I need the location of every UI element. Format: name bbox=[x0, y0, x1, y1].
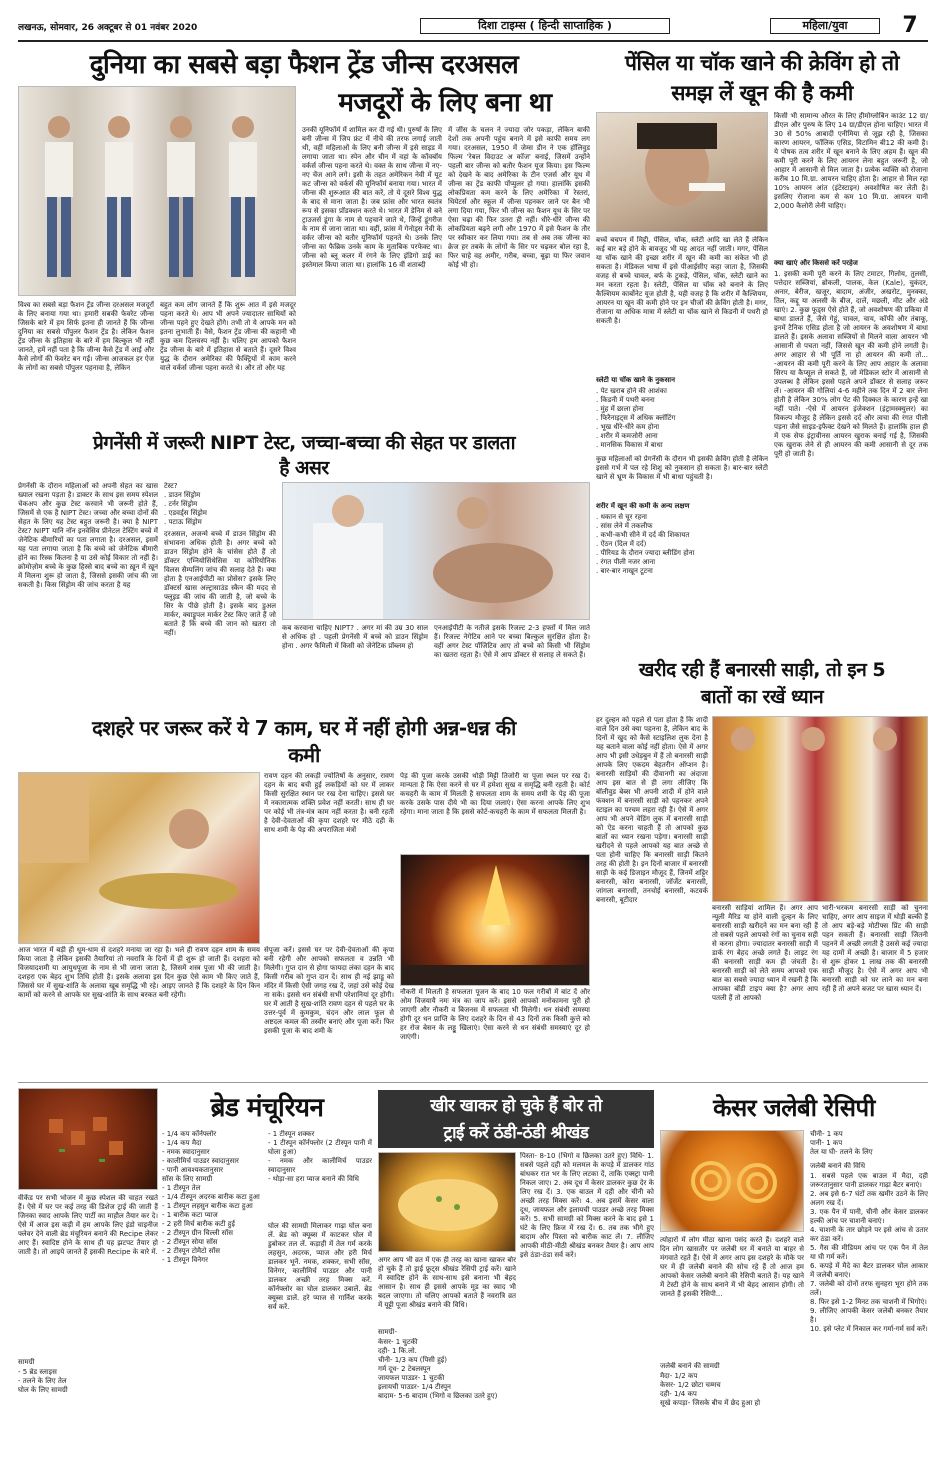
list-item: . रंगत पीली नजर आना bbox=[596, 558, 656, 566]
shrikhand-headline-box bbox=[378, 1090, 654, 1148]
list-item: . एडवर्ड्स सिंड्रोम bbox=[164, 509, 207, 517]
bread-method: घोल की सामग्री मिलाकर गाढ़ा घोल बना लें. ब्रेड को क्यूब्स में काटकर घोल में डुबोकर तल लें. कड़ाही में तेल गर्म करके लहसुन, अदरक, प्याज और हरी मिर्च डालकर भूनें. नमक, शक्कर, सभी सॉस, विनेगर, कालीमिर्च पाउडर और पानी डालकर अच्छी तरह मिक्स करें. कॉर्नफ्लोर का घोल डालकर उबालें. ब्रेड क्यूब्स डालें. हरे प्याज से गार्निश करके सर्व करें. bbox=[268, 1222, 372, 1311]
masthead bbox=[0, 0, 945, 44]
list-item: - तलने के लिए तेल bbox=[18, 1377, 67, 1385]
dussehra-col-a: रावण दहन की लकड़ी ज्योतिषों के अनुसार, रावण दहन के बाद बची हुई लकड़ियों को घर में लाकर किसी सुरक्षित स्थान पर रख देना चाहिए। इससे घर में नकारात्मक शक्ति प्रवेश नहीं करती। साथ ही घर पर कोई भी तंत्र-मंत्र काम नहीं करता है। बनी रहती है देवी-देवताओं की कृपा दशहरे पर मीठे दही के साथ शमी के पेड़ की अपराजिता मंत्रों bbox=[264, 772, 394, 834]
jalebi-photo bbox=[660, 1130, 804, 1232]
dussehra-col-b: आज भारत में बड़ी ही धूम-धाम से दशहरे मनाया जा रहा है। भले ही रावण दहन शाम के समय किया जाता है लेकिन इसकी तैयारियां तो नवरात्रि के दिनों में ही शुरू हो जाती हैं। दशहरा को विजयादशमी या आयुधपूजा के नाम से भी जाना जाता है, जिसमें शस्त्र पूजा भी की जाती है। दशहरा एक बेहद शुभ तिथि होती है। इसके अलावा इस दिन कुछ ऐसे काम भी किए जाते हैं, जिससे घर में सुख-शांति के अलावा खूब समृद्धि भी रहे। आइए जानते हैं कि दशहरे के दिन किन कामों को करने से आपके घर सुख-शांति के साथ बरकत बनी रहेगी। bbox=[18, 946, 260, 999]
woman-with-thali-illustration bbox=[19, 773, 260, 944]
jeans-article bbox=[18, 46, 590, 426]
nipt-syndrome-list bbox=[164, 482, 276, 528]
list-item: . डाउन सिंड्रोम bbox=[164, 491, 201, 499]
jeans-col-3: उनकी यूनिफॉर्म में शामिल कर दी गई थी। पुरुषों के लिए बनी जीन्स में जिप फ्रंट में नीचे की तरफ लगाई जाती थी, वहीं महिलाओं के लिए बनी जीन्स में इसे साइड में लगाया जाता था। स्पेन और चीन में वहां के कॉवबॉय वर्कर्स जीन्स पहना करते थे। वक्त के साथ जीन्स में नए-नए चेंज आने लगे। इसी के तहत अमेरिकन नेवी में यूट कट जीन्स को वर्कर्स की यूनिफॉर्म बनाया गया। भारत में जीन्स की शुरूआत की बात करें, तो ये दूसरे विश्व युद्ध के बाद से माना जाता है। जब फ्रांस और भारत स्वतंत्र रूप से इसका प्रॉडक्शन करते थे। भारत में डेनिम से बने ट्राउजर्स डूंगा के नाम से पहचाने जाते थे, जिन्हें डूंगरीज के नाम से जाना जाता था। वहीं, फ्रांस में गेनोड्स नेवी के वर्कर जीन्स को बतौर यूनिफॉर्म पहनते थे। उनके लिए जीन्स का फैब्रिक उनके काम के मुताबिक परफेक्ट था। जीन्स को ब्लू कलर में रंगने के लिए इंडिगो डाई का इस्तेमाल किया जाता था। हालांकि 16 वीं शताब्दी bbox=[302, 126, 442, 269]
list-item: - 1/4 टीस्पून अदरक बारीक कटा हुआ bbox=[162, 1193, 260, 1201]
jeans-col-1: विश्व का सबसे बड़ा फैशन ट्रेंड जीन्स दरअसल मजदूरों के लिए बनाया गया था। हमारी सबकी फेवरेट जीन्स जिसके बारे में हम सिर्फ इतना ही जानते हैं कि जीन्स दुनिया का सबसे पॉपुलर फैशन ट्रेंड है। लेकिन फैशन ट्रेंड जीन्स के इतिहास के बारे में हम बिल्कुल भी नहीं जानते, हमें नहीं पता है कि जीन्स कैसे ट्रेंड में आई और कैसे लोगों की फेवरेट बन गई। जीन्स आजकल हर ऐज के लोगों का सबसे पॉपुलर पहनावा है, लेकिन bbox=[18, 301, 154, 372]
pencil-col-right: किसी भी सामान्य औरत के लिए हीमोग्लोबिन काउंट 12 ग्रा/डीएल और पुरुष के लिए 14 ग्रा/डीएल होना चाहिए। भारत में 30 से 50% आबादी एनीमिया से जूझ रही है, जिसका कारण आयरन, फॉलिक एसिड, विटामिन बी12 की कमी है। ये पोषक तत्व शरीर में खून बनाने के लिए अहम हैं। खून की कमी पूरी करने के लिए आयरन लेना बहुत जरूरी है, जो आहार में आसानी से मिल जाता है। प्रत्येक व्यक्ति को रोजाना करीब 10 मि.ग्रा. आयरन चाहिए होता है। आहार से मिल रहा 10% आयरन आंत (इंटेस्टाइन) अवशोषित कर लेती है। इसलिए रोजाना कम से कम 10 मि.ग्रा. आयरन यानी 2,000 कैलोरी लेनी चाहिए। bbox=[774, 112, 928, 210]
masthead-section: महिला/युवा bbox=[770, 18, 880, 34]
list-item: 10. इसे प्लेट में निकाल कर गर्मा-गर्म सर्व करें। bbox=[810, 1325, 928, 1333]
list-item: . ऐंठन (दिल में दर्द) bbox=[596, 540, 647, 548]
list-item: - थोड़ा-सा हरा प्याज बनाने की विधि bbox=[268, 1175, 359, 1183]
list-item: . मुंह में छाला होना bbox=[596, 405, 644, 413]
list-item: - नमक स्वादानुसार bbox=[162, 1148, 210, 1156]
list-item: 4. चाशनी के तार छोड़ने पर इसे आंच से उतार कर ठंडा करें। bbox=[810, 1226, 928, 1243]
pencil-symptom-title: शरीर में खून की कमी के अन्य लक्षण bbox=[596, 502, 690, 510]
list-item: - 1 टीस्पून लहसुन बारीक कटा हुआ bbox=[162, 1202, 253, 1210]
list-item: - पानी आवश्यकतानुसार bbox=[162, 1166, 224, 1174]
list-item: . टर्नर सिंड्रोम bbox=[164, 500, 198, 508]
list-item: - 5 ब्रेड स्लाइस bbox=[18, 1368, 57, 1376]
list-item: 7. जलेबी को दोनों तरफ सुनहरा भूरा होने तक तलें। bbox=[810, 1280, 928, 1297]
list-item: घोल के लिए सामग्री bbox=[18, 1386, 68, 1394]
list-item: 5. गैस की मीडियम आंच पर एक पैन में तेल या घी गर्म करें। bbox=[810, 1244, 928, 1261]
shrikhand-headline-2: ट्राई करें ठंडी-ठंडी श्रीखंड bbox=[443, 1123, 589, 1143]
list-item: - कालीमिर्च पाउडर स्वादानुसार bbox=[162, 1157, 239, 1165]
list-item: - 1 टीस्पून कॉर्नफ्लोर (2 टीस्पून पानी में घोला हुआ) bbox=[268, 1139, 372, 1156]
saree-models-illustration bbox=[713, 717, 928, 902]
dussehra-headline-1: दशहरे पर जरूर करें ये 7 काम, घर में नहीं होगी अन्न-धन्न की bbox=[92, 716, 516, 740]
list-item: सूखे कपड़ा- जिसके बीच में छेद हुआ हो bbox=[660, 1399, 761, 1407]
pencil-photo bbox=[596, 112, 768, 232]
dussehra-photo bbox=[18, 772, 260, 944]
list-item: - 2 टीस्पून सोया सॉस bbox=[162, 1238, 218, 1246]
pencil-harm-list bbox=[596, 387, 768, 453]
masthead-rule bbox=[18, 40, 928, 42]
list-item: केसर- 1/2 छोटा चम्मच bbox=[660, 1381, 721, 1389]
saree-headline-2: बातों का रखें ध्यान bbox=[700, 686, 824, 708]
list-item: . सांस लेने में तकलीफ bbox=[596, 522, 653, 530]
manchurian-bowl-illustration bbox=[19, 1089, 158, 1190]
list-item: तेल या घी- तलने के लिए bbox=[810, 1148, 873, 1156]
nipt-headline-1: प्रेगनेंसी में जरूरी NIPT टेस्ट, जच्चा-बच्चा की सेहत पर डालता bbox=[92, 432, 516, 454]
list-item: . बार-बार नाखून टूटना bbox=[596, 567, 653, 575]
pencil-harm-title: स्लेटी या चॉक खाने के नुकसान bbox=[596, 376, 675, 384]
shrikhand-headline-1: खीर खाकर हो चुके हैं बोर तो bbox=[430, 1096, 602, 1116]
jalebi-ingredients-title: जलेबी बनाने की सामग्री bbox=[660, 1362, 720, 1370]
list-item: . पेट खराब होने की आशंका bbox=[596, 387, 667, 395]
list-item: . पटाऊ सिंड्रोम bbox=[164, 518, 202, 526]
page-number: 7 bbox=[902, 13, 918, 38]
jeans-models-illustration bbox=[19, 87, 296, 296]
nipt-photo bbox=[282, 482, 590, 620]
bread-ingredients-list-c bbox=[268, 1130, 372, 1220]
list-item: - 1 टीस्पून तेल bbox=[162, 1184, 201, 1192]
nipt-headline-2: है असर bbox=[279, 457, 329, 479]
list-item: . मानसिक विकास में बाधा bbox=[596, 441, 663, 449]
shrikhand-col-2: पिस्ता- 8-10 (भिगो व छिलका उतरे हुए) विधि- 1. सबसे पहले दही को मलमल के कपड़े में डालकर गांठ बांधकर रात भर के लिए लटका दें, ताकि एक्स्ट्रा पानी निकल जाए। 2. अब दूध में केसर डालकर कुछ देर के लिए रख दें। 3. एक बाउल में दही और चीनी को अच्छी तरह मिक्स करें। 4. अब इसमें केसर वाला दूध, जायफल और इलायची पाउडर अच्छे तरह मिक्स करें। 5. सभी सामग्री को मिक्स करने के बाद इसे 1 घंटे के लिए फ्रिज में रख दें। 6. तब तक भीगे हुए बादाम और पिस्ता को बारीक काट लें। 7. लीजिए आपकी मीठी-मीठी श्रीखंड बनकर तैयार है। आप आप इसे ठंडा-ठंडा सर्व करें। bbox=[520, 1152, 654, 1259]
jalebi-ingredients-list bbox=[660, 1372, 804, 1454]
list-item: . भूख धीरे-धीरे कम होना bbox=[596, 423, 660, 431]
list-item: . कभी-कभी सीने में दर्द की शिकायत bbox=[596, 531, 690, 539]
bread-ingredients-list-b bbox=[162, 1130, 264, 1454]
list-item: पानी- 1 कप bbox=[810, 1139, 843, 1147]
list-item: - 1/4 कप मैदा bbox=[162, 1139, 202, 1147]
list-item: - नमक और कालीमिर्च पाउडर स्वादानुसार bbox=[268, 1157, 372, 1174]
bread-ingredients-list-a bbox=[18, 1368, 158, 1398]
pencil-pregnancy: कुछ महिलाओं को प्रेगनेंसी के दौरान भी इसकी क्रेविंग होती है लेकिन इससे गर्भ में पल रहे शिशु को नुकसान हो सकता है। बार-बार स्लेटी खाने से भ्रूण के विकास में भी बाधा पहुंचती है। bbox=[596, 455, 768, 481]
masthead-paper: दिशा टाइम्स ( हिन्दी साप्ताहिक ) bbox=[420, 18, 670, 34]
list-item: 2. अब इसे 6-7 घंटों तक खमीर उठने के लिए अलग रख दें। bbox=[810, 1190, 928, 1207]
saree-headline-1: खरीद रही हैं बनारसी साड़ी, तो इन 5 bbox=[638, 659, 886, 681]
shrikhand-ingredients-list bbox=[378, 1338, 516, 1454]
list-item: 3. एक पैन में पानी, चीनी और केसर डालकर हल्की आंच पर चाशनी बनाएं। bbox=[810, 1208, 928, 1225]
list-item: 8. फिर इसे 1-2 मिनट तक चाशनी में भिगोएं। bbox=[810, 1298, 927, 1306]
dussehra-col-e: नौकरी में मिलती है सफलता पूजन के बाद 10 फल गरीबों में बांट दें और ओम विजयायै नमः मंत्र का जाप करें। इससे आपको मनोकामना पूरी हो जाएगी और नौकरी व बिजनस में सफलता भी मिलेगी। धन संबंधी समस्या होगी दूर धन प्राप्ति के लिए दशहरे के दिन से 43 दिनों तक किसी कुत्ते को हर रोज बेसन के लड्डू खिलाएं। ऐसा करने से धन संबंधी समस्याएं दूर हो जाएंगी। bbox=[400, 988, 590, 1041]
list-item: . शरीर में कमजोरी आना bbox=[596, 432, 658, 440]
nipt-col-4: एनआईपीटी के नतीजे इसके रिजल्ट 2-3 हफ्तों में मिल जाते हैं। रिजल्ट नेगेटिव आने पर बच्चा बिल्कुल सुरक्षित होता है। वहीं अगर टेस्ट पॉजिटिव आए तो बच्चे को किसी भी सिंड्रोम का खतरा रहता है। ऐसे में आप डॉक्टर से सलाह ले सकते हैं। bbox=[434, 624, 590, 659]
shrikhand-col-1: अगर आप भी व्रत में एक ही तरह का खाना खाकर बोर हो चुके हैं तो ड्राई फ्रूट्स श्रीखंड रेसिपी ट्राई करें। खाने में स्वादिष्ट होने के साथ-साथ इसे बनाना भी बेहद आसान है। साथ ही इससे आपके मूड का स्वाद भी बदल जाएगा। तो चलिए आपको बताते हैं नवरात्रि व्रत में यूट्टी पूजा श्रीखंड बनाने की विधि। bbox=[378, 1256, 516, 1309]
pencil-headline-2: समझ लें खून की है कमी bbox=[671, 81, 853, 105]
jalebi-headline: केसर जलेबी रेसिपी bbox=[713, 1094, 875, 1122]
list-item: टेस्ट? bbox=[164, 482, 178, 490]
list-item: - 2 टीस्पून ग्रीन चिल्ली सॉस bbox=[162, 1229, 233, 1237]
jeans-col-2: बहुत कम लोग जानते हैं कि शुरू आत में इसे मजदूर पहना करते थे। आप भी अपने ज्यादातर साथियों को जीन्स पहने हुए देखते होंगे। तभी तो ये आपके मन को इतना लुभाती हैं। वैसे, फैशन ट्रेंड जीन्स की कहानी भी कुछ कम दिलचस्प नहीं है। चलिए हम आपको फैशन ट्रेंड जीन्स के बारे में इतिहास से बताते हैं। दूसरे विश्व युद्ध के दौरान अमेरिका की फैक्ट्रियों में काम करने वाले वर्कर्स जीन्स पहना करते थे। और तो और यह bbox=[160, 301, 296, 372]
list-item: इलायची पाउडर- 1/4 टीस्पून bbox=[378, 1383, 451, 1391]
bottom-section-rule bbox=[18, 1082, 928, 1083]
bread-headline: ब्रेड मंचूरियन bbox=[210, 1093, 324, 1123]
list-item: - 1 बारीक कटा प्याज bbox=[162, 1211, 218, 1219]
list-item: गर्म दूध- 2 टेबलस्पून bbox=[378, 1365, 431, 1373]
list-item: - 1 टीस्पून शक्कर bbox=[268, 1130, 315, 1138]
jalebi-method-list bbox=[810, 1172, 928, 1454]
list-item: 1. सबसे पहले एक बाउल में मैदा, दही जरूरतानुसार पानी डालकर गाढ़ा बैटर बनाएं। bbox=[810, 1172, 928, 1189]
jeans-headline-1: दुनिया का सबसे बड़ा फैशन ट्रेंड जीन्स दरअसल bbox=[89, 50, 519, 80]
list-item: . पीरियड के दौरान ज्यादा ब्लीडिंग होना bbox=[596, 549, 695, 557]
saree-col-2: बनारसी साड़ियां शामिल हैं। अगर आप न्यूली मैरिड या होने वाली दुल्हन के लिए बनारसी साड़ी खरीदने का मन बना रही हैं तो सबसे पहले आपको रंगों का चुनाव सही से करना होगा। ज्यादातर बनारसी साड़ी में डार्क रंग बेहद अच्छे लगते हैं। लाइट रंग की बनारसी साड़ी कम ही जंचती है। बनारसी साड़ी को लेते समय आपको एक बात का सबसे ज्यादा ध्यान में रखनी है कि आपका बॉडी टाइप क्या है? अगर आप पतली हैं तो आपको bbox=[712, 904, 818, 1002]
nipt-col-2: दरअसल, अजन्मे बच्चे में डाउन सिंड्रोम की संभावना अधिक होती है। अगर बच्चे को डाउन सिंड्रोम होने के चांसेस होते हैं तो डॉक्टर एम्नियोसिंथेसिस या कोरियोनिक विलस सैम्पलिंग जांच की सलाह देते हैं। क्या होता है एनआईपीटी का प्रोसेस? इसके लिए डॉक्टर्स खास अल्ट्रासाउंड स्कैन की मदद से फ्लूइड की जांच की जाती है, जो बच्चे के सिर के पीछे होती है। इसके बाद डुअल मार्कर, क्वाड्रूपल मार्कर टेस्ट किए जाते हैं जो बताते हैं कि बच्चे की जान को खतरा तो नहीं। bbox=[164, 530, 276, 637]
list-item: सॉस के लिए सामग्री bbox=[162, 1175, 213, 1183]
list-item: दही- 1 कि.लो. bbox=[378, 1347, 417, 1355]
list-item: . फिरैनाइट्स में अधिक क्लॉटिंग bbox=[596, 414, 676, 422]
saree-col-3: भारी-भरकम बनारसी साड़ी को चुनना चाहिए, अगर आप साइज में थोड़ी बल्की हैं तो आप बड़े-बड़े मोटीफ्स प्रिंट की साड़ी पहन सकती हैं। बनारसी साड़ी जितनी पहनने में अच्छी लगती है उससे कई ज्यादा यह दामों में अच्छी है। बाजार में 5 हजार से शुरू होकर 1 लाख तक की बनारसी साड़ी मौजूद है। ऐसे में अगर आप भी बनारसी साड़ी को घर लाने का मन बना रही हैं तो अपने बजट पर खास ध्यान दें। bbox=[822, 904, 928, 993]
pencil-diet: 1. इसकी कमी पूरी करने के लिए टमाटर, गिलोय, तुलसी, पत्तेदार सब्जियां, ब्रोकली, पालक, केल (Kale), चुकंदर, अनार, बेरीज, खजूर, बादाम, अंजीर, अखरोट, मुनक्का, तिल, कद्दू या अलसी के बीज, दालें, मछली, मीट और अंडे खाएं। 2. कुछ फूड्स ऐसे होते हैं, जो अवशोषण की प्रकिया में बाधा डालते हैं, जैसे गेहूं, चावल, चाय, कॉफी और तंबाकू, इनमें टैनिक एसिड होता है जो आयरन के अवशोषण में बाधा डालते हैं। इसके अलावा सब्जियों से मिलने वाला आयरन भी आसानी से पचता नहीं, जिससे खून की कमी होने लगती है। अगर आहार से भी पूर्ति ना हो आयरन की कमी तो... -आयरन की कमी पूरी करने के लिए आप आहार के अलावा सिरप या कैप्सूल ले सकते हैं, जो मेडिकल स्टोर में आसानी से उपलब्ध है लेकिन इससे पहले अपने डॉक्टर से सलाह जरूर लें। -आयरन की गोलियां 4-6 महीने तक दिन में 2 बार लेना होती है लेकिन 30% लोग पेट की दिक्कत के कारण इन्हें खा नहीं पाते। -ऐसे में आयरन इंजेक्शन (इंट्रामस्क्युलर) का विकल्प मौजूद है लेकिन इससे दर्द और त्वचा की रंगत पीली पड़ना जैसे साइड-इफैक्ट देखने को मिलते हैं। हालांकि हाल ही में एक सेफ इंट्रावीनस आयरन खुराक बनाई गई है, जिसकी एक खुराक लेने से ही आयरन की कमी आसानी से दूर तक पूरी हो जाती है। bbox=[774, 270, 928, 458]
dussehra-headline-2: कमी bbox=[288, 743, 320, 767]
dussehra-col-c: सेपूजा करें। इससे घर पर देवी-देवताओं की कृपा बनी रहेगी और आपको सफलता व उन्नति भी मिलेगी। गुप्त दान से होगा फायदा लंका दहन के बाद किसी गरीब को गुप्त दान दें। साथ ही नई झाडू को मंदिर में किसी ऐसी जगह रख दें, जहां उसे कोई देख ना सके। इससे धन संबंधी सभी परेशानियां दूर होंगी। घर में आती है सुख-शांति रावण दहन से पहले घर के उत्तर-पूर्व में कुमकुम, चंदन और लाल फूल से अष्टदल कमल की तस्वीर बनाएं और पूजा करें। फिर इसकी पूजा के बाद शमी के bbox=[264, 946, 394, 1035]
pencil-symptom-list bbox=[596, 513, 768, 579]
list-item: चीनी- 1 कप bbox=[810, 1130, 843, 1138]
jeans-headline-2: मजदूरों के लिए बना था bbox=[338, 88, 552, 118]
pencil-intro: बच्चें बचपन में मिट्टी, पेंसिल, चॉक, स्लेटी आदि खा लेते हैं लेकिन कई बार बड़े होने के बावजूद भी यह आदत नहीं जाती। मगर, पेंसिल या चॉक खाने की इच्छा शरीर में खून की कमी का संकेत भी हो सकता है। मेडिकल भाषा में इसे पीआईसीए कहा जाता है, जिसकी वजह से बच्चे चावल, बर्फ के टुकड़े, पेंसिल, चॉक, स्लेटी खाने का मन करता रहता है। स्लेटी, पेंसिल या चॉक को बनाने के लिए कैल्शियम कार्बोनेट यूज होती है, यही वजह है कि शरीर में कैल्शियम, आयरन या खून की कमी होने पर इन चीजों की क्रेविंग होती है। मगर, रोजाना या अधिक मात्रा में स्लेटी या चॉक खाने से किडनी में पथरी हो सकती है। bbox=[596, 236, 768, 325]
pencil-diet-title: क्या खाएं और किससे करें परहेज bbox=[774, 259, 858, 267]
masthead-date: लखनऊ, सोमवार, 26 अक्टूबर से 01 नवंबर 2020 bbox=[18, 23, 198, 33]
bread-intro: वीकेंड पर सभी भोजन में कुछ स्पेशल की चाहत रखते हैं। ऐसे में घर पर कई तरह की डिशेज ट्राई की जाती हैं जिनका स्वाद आपके लिए पार्टी का माहौल तैयार कर दे। ऐसे में आज इस कड़ी में हम आपके लिए इंडो चाइनीज फ्लेवर देने वाली ब्रेड मंचूरियन बनाने की Recipe लेकर आए हैं। स्वादिष्ट होने के साथ ही यह झटपट तैयार हो जाती है। तो आइये जानते हैं इसकी Recipe के बारे में. bbox=[18, 1194, 158, 1256]
list-item: - 1 टीस्पून विनेगर bbox=[162, 1256, 208, 1264]
nipt-col-1: प्रेगनेंसी के दौरान महिलाओं को अपनी सेहत का खास ख्याल रखना पड़ता है। डाक्टर के साथ इस समय स्पेशल चेकअप और कुछ टेस्ट करवाने भी जरूरी होते हैं, जिसमें से एक है NIPT टेस्ट। जच्चा और बच्चा दोनों की सेहत के लिए यह टेस्ट बहुत जरूरी है। क्या है NIPT टेस्ट? NIPT यानि नॉन इनवेसिव प्रीनेटल टेस्टिंग बच्चे में जेनेटिक बीमारियों का पता लगाता है। दरअसल, इसमें यह पता लगाया जाता है कि बच्चे को जेनेटिक बीमारी होने का रिस्क कितना है या उसे कोई विकार तो नहीं है। क्रोमोज़ोम बच्चे के कुछ हिस्से बाद बच्चे का ख़ून में ख़ून में मिलना शुरू हो जाता है, जिससे इसकी जांच की जा सकती है। किस सिंड्रोम की जांच करता है यह bbox=[18, 482, 158, 589]
jalebi-syrup-list bbox=[810, 1130, 928, 1160]
list-item: 6. कपड़े में मैदे का बैटर डालकर घोल आकार में जलेबी बनाएं। bbox=[810, 1262, 928, 1279]
list-item: - 1/4 कप कॉर्नफ्लोर bbox=[162, 1130, 217, 1138]
jalebi-intro: त्योहारों में लोग मीठा खाना पसंद करते हैं। दशहरे वाले दिन लोग खासतौर पर जलेबी घर में बनाते या बाहर से मंगवाते रहते हैं। ऐसे में अगर आप इस दशहरे के मौके पर घर में ही जलेबी बनाने की सोच रहे हैं तो आज हम आपको केसर जलेबी बनाने की रेसिपी बताते हैं। यह खाने में टेस्टी होने के साथ बनाने में भी बेहद आसान होगी। तो जानते हैं इसकी रेसिपी... bbox=[660, 1236, 804, 1298]
list-item: केसर- 1 चुटकी bbox=[378, 1338, 418, 1346]
jeans-col-4: में जींस के चलन ने ज्यादा जोर पकड़ा, लेकिन बाकी देशों तक अपनी पहुंच बनाने में इसे काफी समय लग गया। दरअसल, 1950 में जेम्स डीन ने एक हॉलिवुड फिल्म 'रेबल विदाउट अ कॉज' बनाई, जिसमें उन्होंने पहली बार जीन्स को बतौर फैशन यूज किया। इस फिल्म को देखने के बाद अमेरिका के टीन एजर्स और यूथ में जीन्स का ट्रेंड काफी पॉप्युलर हो गया। हालांकि इसकी लोकप्रियता कम करने के लिए अमेरिका में रेस्तरां, थियेटर्स और स्कूल में जीन्स पहनकर जाने पर बैन भी लगा दिया गया, फिर भी जीन्स का फैशन यूथ के सिर पर ऐसा चढ़ा की फिर उतरा ही नहीं। धीरे-धीरे जीन्स की लोकप्रियता बढ़ने लगी और 1970 में इसे फैशन के तौर पर स्वीकार कर लिया गया। तब से अब तक जीन्स का क्रेज हर तबके के लोगों के सिर पर चढ़कर बोल रहा है, फिर चाहे वह अमीर, गरीब, बच्चा, बूढ़ा या फिर जवान कोई भी हो। bbox=[448, 126, 590, 269]
jalebi-plate-illustration bbox=[661, 1131, 804, 1232]
ravan-dahan-photo bbox=[400, 854, 590, 986]
list-item: चीनी- 1/3 कप (पिसी हुई) bbox=[378, 1356, 447, 1364]
list-item: जायफल पाउडर- 1 चुटकी bbox=[378, 1374, 445, 1382]
shrikhand-bowl-illustration bbox=[379, 1153, 516, 1252]
shrikhand-photo bbox=[378, 1152, 516, 1252]
girl-eating-chalk-illustration bbox=[597, 113, 768, 232]
jeans-photo bbox=[18, 86, 296, 296]
list-item: मैदा- 1/2 कप bbox=[660, 1372, 698, 1380]
saree-col-1: हर दुल्हन को पहले से पता होता है कि शादी वाले दिन उसे क्या पहनना है, लेकिन बाद के दिनों में खुद को कैसे स्टाइलिश लुक देना है यह बताने वाला कोई नहीं होता। ऐसे में अगर आप भी इसी उधेड़बुन में हैं तो बनारसी साड़ी आपके लिए एकदम बेहतरीन ऑप्शन है। बनारसी साड़ियों की दीवानगी का अंदाजा आप इस बात से ही लगा लीजिए कि बॉलीवुड बेब्स भी अपनी शादी में होने वाले फंक्शन में बनारसी साड़ी को पहनकर अपने स्टाइल का परचम लहरा रही हैं। ऐसे में अगर आप भी अपने वेडिंग लुक में बनारसी साड़ी को ऐड करना चाहती हैं तो आपको कुछ बातों का ध्यान रखना पड़ेगा। बनारसी साड़ी खरीदने से पहले आपको यह बात अच्छे से पता होनी चाहिए कि बनारसी साड़ी कितने तरह की होती है। इन दिनों बाजार में बनारसी साड़ी के कई डिजाइन मौजूद हैं, जिनमें शट्टिर बनारसी, कोरा बनारसी, जॉर्जेट बनारसी, जांगला बनारसी, तनचोई बनारसी, कटवर्क बनारसी, बूटीदार bbox=[596, 716, 708, 904]
list-item: . थकान से चूर रहना bbox=[596, 513, 647, 521]
pencil-headline-1: पेंसिल या चॉक खाने की क्रेविंग हो तो bbox=[625, 51, 899, 75]
bread-manchurian-photo bbox=[18, 1088, 158, 1190]
bread-ingredients-title: सामग्री bbox=[18, 1358, 35, 1366]
list-item: . किडनी में पथरी बनना bbox=[596, 396, 655, 404]
list-item: - 2 हरी मिर्च बारीक कटी हुई bbox=[162, 1220, 235, 1228]
nipt-col-3: कब करवाना चाहिए NIPT? . अगर मां की उम्र 30 साल से अधिक हो . पहली प्रेगनेंसी में बच्चे को डाउन सिंड्रोम होना . अगर फैमिली में किसी को जेनेटिक प्रॉब्लम हो bbox=[282, 624, 428, 650]
ravan-effigy-fire-illustration bbox=[401, 855, 590, 986]
saree-photo bbox=[712, 716, 928, 902]
list-item: बादाम- 5-6 बादाम (भिगो व छिलका उतरे हुए) bbox=[378, 1392, 498, 1400]
dussehra-col-d: पेड़ की पूजा करके उसकी थोड़ी मिट्टी तिजोरी या पूजा स्थल पर रख दें। मान्यता है कि ऐसा करने से घर में हमेशा सुख व समृद्धि बनी रहती है। कोर्ट कचहरी के काम में मिलती है सफलता शाम के समय शमी के पेड़ की पूजा करके उसके पास दीये भी का दिया जलाएं। ऐसा करना आपके लिए शुभ रहेगा। माना जाता है कि इससे कोर्ट-कचहरी के काम में सफलता मिलती है। bbox=[400, 772, 590, 816]
jalebi-method-title: जलेबी बनाने की विधि bbox=[810, 1162, 866, 1170]
shrikhand-ingredients-title: सामग्री- bbox=[378, 1328, 398, 1336]
list-item: दही- 1/4 कप bbox=[660, 1390, 697, 1398]
list-item: - 2 टीस्पून टोमैटो सॉस bbox=[162, 1247, 220, 1255]
list-item: 9. लीजिए आपकी केसर जलेबी बनकर तैयार है। bbox=[810, 1307, 928, 1324]
pregnant-woman-doctor-illustration bbox=[283, 483, 590, 620]
